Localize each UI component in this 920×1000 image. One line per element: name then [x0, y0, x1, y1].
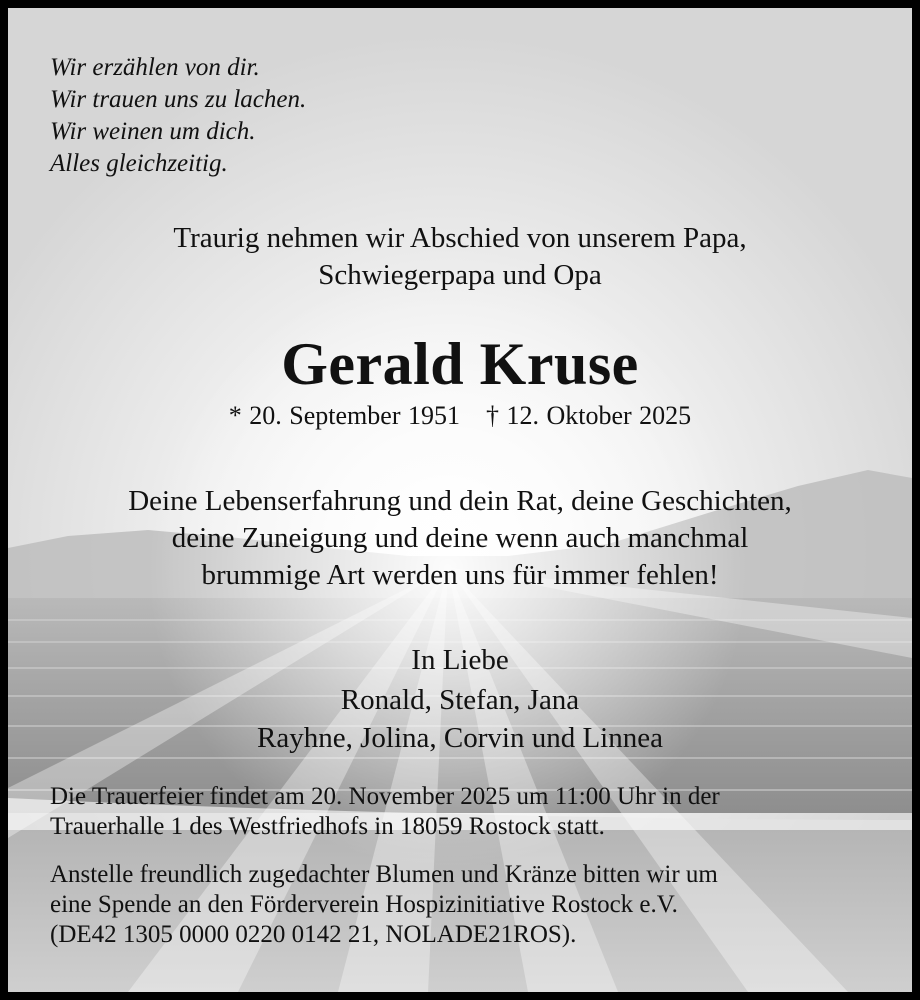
donation-info	[50, 860, 880, 950]
tribute-line: brummige Art werden uns für immer fehlen!	[201, 559, 719, 591]
notice-content	[8, 8, 912, 992]
poem-line: Wir trauen uns zu lachen.	[50, 86, 307, 113]
tribute-line: deine Zuneigung und deine wenn auch manchmal	[171, 522, 749, 554]
mourners-line: Rayhne, Jolina, Corvin und Linnea	[257, 722, 663, 754]
intro-text	[8, 220, 912, 294]
mourners	[8, 681, 912, 757]
life-dates	[8, 400, 912, 432]
tribute-text	[8, 483, 912, 594]
death-date: † 12. Oktober 2025	[485, 401, 692, 430]
poem	[50, 52, 306, 180]
donation-line: eine Spende an den Förderverein Hospizinitiative Rostock e.V.	[50, 891, 678, 918]
donation-line: Anstelle freundlich zugedachter Blumen und Kränze bitten wir um	[50, 861, 718, 888]
funeral-line: Trauerhalle 1 des Westfriedhofs in 18059 Rostock statt.	[50, 813, 605, 840]
funeral-line: Die Trauerfeier findet am 20. November 2025 um 11:00 Uhr in der	[50, 783, 720, 810]
intro-line: Traurig nehmen wir Abschied von unserem Papa,	[173, 222, 747, 254]
poem-line: Wir erzählen von dir.	[50, 54, 260, 81]
mourners-line: Ronald, Stefan, Jana	[340, 684, 580, 716]
funeral-info	[50, 782, 880, 842]
closing-phrase: In Liebe	[411, 644, 509, 676]
birth-date: * 20. September 1951	[228, 401, 460, 430]
poem-line: Wir weinen um dich.	[50, 118, 256, 145]
tribute-line: Deine Lebenserfahrung und dein Rat, deine Geschichten,	[128, 485, 792, 517]
donation-line: (DE42 1305 0000 0220 0142 21, NOLADE21ROS).	[50, 921, 577, 948]
intro-line: Schwiegerpapa und Opa	[318, 259, 602, 291]
poem-line: Alles gleichzeitig.	[50, 150, 228, 177]
deceased-name: Gerald Kruse	[281, 331, 639, 397]
